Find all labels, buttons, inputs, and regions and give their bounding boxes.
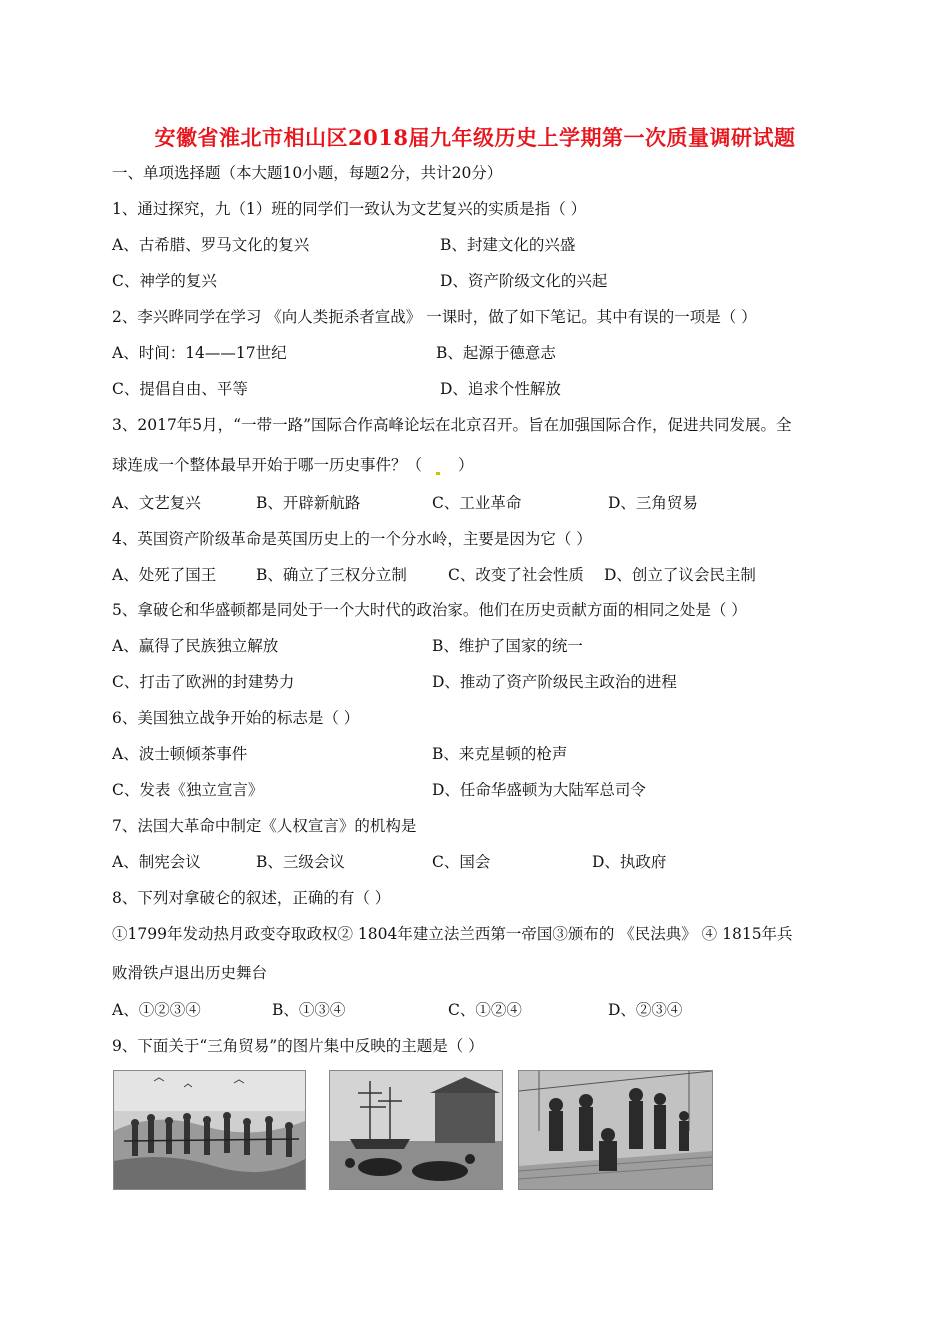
question-7-stem: 7、法国大革命中制定《人权宣言》的机构是	[112, 817, 417, 835]
q2-option-a[interactable]: A、时间：14——17世纪	[112, 344, 287, 362]
q3-stem-close: ）	[458, 456, 474, 474]
q7-option-b[interactable]: B、三级会议	[256, 853, 345, 871]
question-8-statements: ①1799年发动热月政变夺取政权② 1804年建立法兰西第一帝国③颁布的 《民法典》 ④ 1815年兵	[112, 925, 793, 943]
q4-option-d[interactable]: D、创立了议会民主制	[604, 566, 756, 584]
question-9-stem: 9、下面关于“三角贸易”的图片集中反映的主题是（ ）	[112, 1037, 484, 1055]
q2-option-b[interactable]: B、起源于德意志	[436, 344, 556, 362]
q4-option-a[interactable]: A、处死了国王	[112, 566, 217, 584]
q7-option-c[interactable]: C、国会	[432, 853, 491, 871]
q2-option-d[interactable]: D、追求个性解放	[440, 380, 561, 398]
q4-option-b[interactable]: B、确立了三权分立制	[256, 566, 407, 584]
question-4-stem: 4、英国资产阶级革命是英国历史上的一个分水岭，主要是因为它（ ）	[112, 530, 592, 548]
q7-option-a[interactable]: A、制宪会议	[112, 853, 201, 871]
q8-option-d[interactable]: D、②③④	[608, 1001, 683, 1019]
q6-option-d[interactable]: D、任命华盛顿为大陆军总司令	[432, 781, 646, 799]
q1-option-d[interactable]: D、资产阶级文化的兴起	[440, 272, 608, 290]
q8-option-b[interactable]: B、①③④	[272, 1001, 346, 1019]
q6-option-a[interactable]: A、波士顿倾茶事件	[112, 745, 248, 763]
q5-option-a[interactable]: A、赢得了民族独立解放	[112, 637, 279, 655]
q5-option-c[interactable]: C、打击了欧洲的封建势力	[112, 673, 295, 691]
q8-option-a[interactable]: A、①②③④	[112, 1001, 201, 1019]
q1-option-b[interactable]: B、封建文化的兴盛	[440, 236, 576, 254]
q7-option-d[interactable]: D、执政府	[592, 853, 667, 871]
q3-stem-text: 球连成一个整体最早开始于哪一历史事件？（	[112, 456, 423, 474]
question-3-stem-cont	[112, 455, 474, 475]
mark-dot	[436, 472, 440, 475]
question-8-statements-cont: 败滑铁卢退出历史舞台	[112, 964, 268, 982]
question-2-stem: 2、李兴晔同学在学习 《向人类扼杀者宣战》 一课时，做了如下笔记。其中有误的一项是（ ）	[112, 308, 757, 326]
q3-option-c[interactable]: C、工业革命	[432, 494, 522, 512]
question-1-stem: 1、通过探究，九（1）班的同学们一致认为文艺复兴的实质是指（ ）	[112, 200, 587, 218]
q6-option-c[interactable]: C、发表《独立宣言》	[112, 781, 264, 799]
q1-option-c[interactable]: C、神学的复兴	[112, 272, 217, 290]
q5-option-b[interactable]: B、维护了国家的统一	[432, 637, 583, 655]
slave-march-engraving	[113, 1070, 306, 1190]
question-5-stem: 5、拿破仑和华盛顿都是同处于一个大时代的政治家。他们在历史贡献方面的相同之处是（ ）	[112, 601, 747, 619]
q3-option-b[interactable]: B、开辟新航路	[256, 494, 361, 512]
slave-ship-harbor-engraving	[329, 1070, 503, 1190]
q4-option-c[interactable]: C、改变了社会性质	[448, 566, 584, 584]
slaves-on-deck-engraving	[518, 1070, 713, 1190]
section-heading: 一、单项选择题（本大题10小题，每题2分，共计20分）	[112, 164, 503, 182]
q5-option-d[interactable]: D、推动了资产阶级民主政治的进程	[432, 673, 677, 691]
q3-option-d[interactable]: D、三角贸易	[608, 494, 698, 512]
page-title: 安徽省淮北市相山区2018届九年级历史上学期第一次质量调研试题	[154, 125, 796, 150]
q3-option-a[interactable]: A、文艺复兴	[112, 494, 201, 512]
q6-option-b[interactable]: B、来克星顿的枪声	[432, 745, 568, 763]
q2-option-c[interactable]: C、提倡自由、平等	[112, 380, 248, 398]
q8-option-c[interactable]: C、①②④	[448, 1001, 522, 1019]
question-8-stem: 8、下列对拿破仑的叙述，正确的有（ ）	[112, 889, 391, 907]
question-6-stem: 6、美国独立战争开始的标志是（ ）	[112, 709, 360, 727]
q1-option-a[interactable]: A、古希腊、罗马文化的复兴	[112, 236, 310, 254]
question-3-stem: 3、2017年5月，“一带一路”国际合作高峰论坛在北京召开。旨在加强国际合作，促进共同发展。全	[112, 416, 792, 434]
